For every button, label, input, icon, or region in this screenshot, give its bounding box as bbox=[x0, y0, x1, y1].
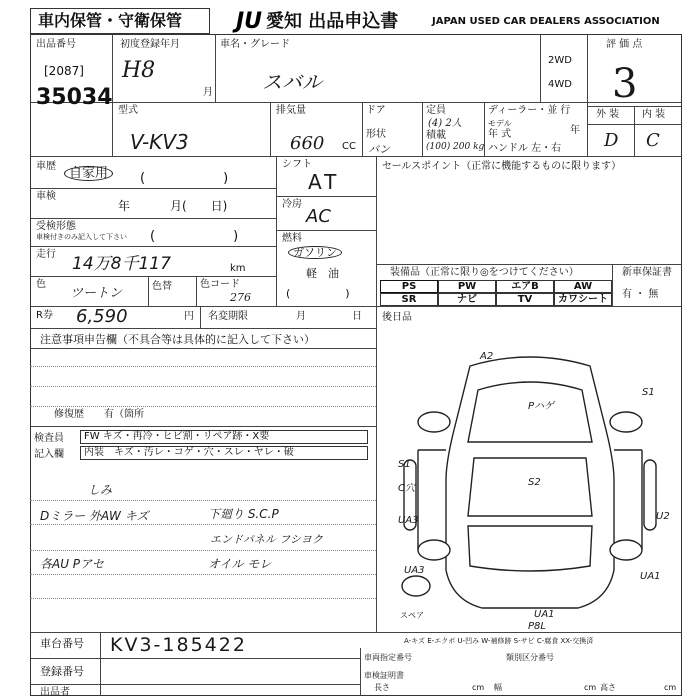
warranty-value: 有 ・ 無 bbox=[622, 289, 659, 300]
damage-mark: Pハゲ bbox=[528, 401, 555, 412]
model-label: モデル bbox=[488, 119, 512, 128]
car-name-label: 車名・グレード bbox=[220, 39, 290, 50]
length-label: 長さ bbox=[374, 683, 390, 692]
equipment-item: AW bbox=[554, 280, 612, 293]
height-label: 高さ bbox=[600, 683, 616, 692]
interior-label: 内 装 bbox=[642, 109, 666, 120]
inspect-month-day: 月( 日) bbox=[170, 199, 228, 213]
exhibitor-label: 出品者 bbox=[40, 687, 70, 698]
type-label: 型式 bbox=[118, 105, 138, 116]
dealer-label: ディーラー・並 行 bbox=[488, 105, 571, 116]
fuel-label: 燃料 bbox=[282, 233, 302, 244]
car-name-value: スバル bbox=[262, 70, 322, 94]
name-change-day: 日 bbox=[352, 311, 362, 322]
notes-title: 注意事項申告欄（不具合等は具体的に記入して下さい） bbox=[40, 333, 315, 346]
history-value: 自家用 bbox=[64, 166, 113, 181]
history-label: 車歴 bbox=[36, 161, 56, 172]
interior-row-label: 内装 bbox=[84, 447, 104, 458]
year-label: 年 式 bbox=[488, 129, 512, 140]
chassis-label: 車台番号 bbox=[40, 637, 84, 650]
capacity-value: (4) 2人 bbox=[428, 118, 462, 129]
ac-value: AC bbox=[306, 206, 331, 227]
fuel-paren: ( ) bbox=[286, 287, 350, 300]
capacity-label: 定員 bbox=[426, 105, 446, 116]
name-change-label: 名変期限 bbox=[208, 311, 248, 322]
note-underbody: 下廻り S.C.P bbox=[208, 507, 279, 521]
lot-number: 35034 bbox=[36, 85, 113, 110]
inspect-year-unit: 年 bbox=[118, 199, 131, 213]
attachment-label: 後日品 bbox=[382, 312, 412, 323]
damage-mark: S1 bbox=[642, 387, 655, 398]
fw-row: FW キズ・再冷・ヒビ割・リペア跡・X要 bbox=[84, 431, 270, 442]
receive-sub: 車検付きのみ記入して下さい bbox=[36, 233, 127, 241]
fuel-value: ガソリン bbox=[288, 246, 342, 259]
damage-mark: C穴 bbox=[398, 483, 415, 494]
damage-mark: S2 bbox=[528, 477, 541, 488]
spare-label: スペア bbox=[400, 611, 424, 620]
name-change-month: 月 bbox=[296, 311, 306, 322]
chassis-value: KV3-185422 bbox=[110, 634, 247, 656]
equipment-item: SR bbox=[380, 293, 438, 306]
damage-mark: A2 bbox=[480, 351, 494, 362]
ju-logo: JU bbox=[236, 9, 263, 34]
interior-grade: C bbox=[646, 130, 660, 151]
mileage-value: 14万8千117 bbox=[72, 254, 171, 274]
form-title: 愛知 出品申込書 bbox=[266, 11, 399, 32]
damage-mark: UA1 bbox=[534, 609, 555, 620]
equipment-item: TV bbox=[496, 293, 554, 306]
note-end-panel: エンドパネル フシヨク bbox=[210, 533, 323, 546]
load-value: (100) 200 kg bbox=[426, 142, 485, 152]
reg-label: 初度登録年月 bbox=[120, 39, 180, 50]
damage-mark: UA1 bbox=[640, 571, 661, 582]
height-cm: cm bbox=[664, 683, 677, 692]
vehicle-cert-label: 車検証明書 bbox=[364, 671, 404, 680]
note-oil: オイル モレ bbox=[208, 557, 272, 571]
equipment-title: 装備品（正常に限り◎をつけてください） bbox=[390, 267, 579, 278]
damage-legend: A-キズ E-エクボ U-凹み W-補修跡 S-サビ C-腐食 XX-交換済 bbox=[404, 637, 594, 645]
inspect-label: 車検 bbox=[36, 191, 56, 202]
equipment-item: ナビ bbox=[438, 293, 496, 306]
exterior-grade: D bbox=[604, 130, 619, 151]
registration-label: 登録番号 bbox=[40, 665, 84, 678]
note-stain: しみ bbox=[88, 483, 113, 497]
recycle-value: 6,590 bbox=[76, 306, 128, 327]
color-label: 色 bbox=[36, 279, 46, 290]
inspector-label-2: 記入欄 bbox=[34, 449, 64, 460]
drive-4wd: 4WD bbox=[548, 79, 572, 90]
repair-history: 修復歴 有（箇所 bbox=[54, 409, 144, 420]
length-cm: cm bbox=[472, 683, 485, 692]
shift-label: シフト bbox=[282, 159, 312, 170]
width-label: 幅 bbox=[494, 683, 502, 692]
association-name: JAPAN USED CAR DEALERS ASSOCIATION bbox=[432, 16, 660, 27]
door-label: ドア bbox=[366, 105, 386, 116]
lot-label: 出品番号 bbox=[36, 39, 76, 50]
type-value: V-KV3 bbox=[130, 130, 189, 154]
recycle-label: R券 bbox=[36, 310, 53, 321]
cc-unit: CC bbox=[342, 141, 356, 152]
note-mirror: Dミラー 外AW キズ bbox=[40, 509, 149, 523]
damage-mark: S1 bbox=[398, 459, 411, 470]
shape-value: バン bbox=[368, 143, 390, 156]
color-value: ツートン bbox=[70, 286, 123, 301]
displacement-value: 660 bbox=[290, 133, 325, 154]
exterior-label: 外 装 bbox=[596, 109, 620, 120]
equipment-item: PW bbox=[438, 280, 496, 293]
score-label: 評 価 点 bbox=[606, 39, 643, 50]
ac-label: 冷房 bbox=[282, 199, 302, 210]
fuel-alt: 軽 油 bbox=[306, 267, 339, 280]
mileage-label: 走行 bbox=[36, 249, 56, 260]
inspector-label: 検査員 bbox=[34, 433, 64, 444]
receive-label: 受検形態 bbox=[36, 221, 76, 232]
displacement-label: 排気量 bbox=[276, 105, 306, 116]
color-code-label: 色コード bbox=[200, 279, 240, 290]
drive-2wd: 2WD bbox=[548, 55, 572, 66]
lot-code: [2087] bbox=[44, 64, 84, 78]
damage-mark: UA3 bbox=[404, 565, 425, 576]
class-number-label: 類別区分番号 bbox=[506, 653, 554, 662]
recycle-yen: 円 bbox=[184, 311, 194, 322]
warranty-label: 新車保証書 bbox=[622, 267, 672, 278]
reg-month-label: 月 bbox=[203, 87, 213, 98]
note-au: 各AU Pアセ bbox=[40, 557, 104, 571]
color-code-value: 276 bbox=[230, 291, 251, 304]
color-change-label: 色替 bbox=[152, 281, 172, 292]
storage-title: 車内保管・守衛保管 bbox=[38, 11, 183, 30]
equipment-item: カワシート bbox=[554, 293, 612, 306]
shift-value: AT bbox=[308, 170, 341, 194]
history-paren: ( ) bbox=[140, 171, 229, 186]
year-unit: 年 bbox=[570, 125, 580, 136]
handle-label: ハンドル 左・右 bbox=[488, 143, 562, 154]
damage-mark: P8L bbox=[528, 621, 546, 632]
load-label: 積載 bbox=[426, 130, 446, 141]
interior-row: キズ・汚レ・コゲ・穴・スレ・ヤレ・破 bbox=[114, 447, 294, 458]
damage-mark: UA3 bbox=[398, 515, 419, 526]
damage-mark: U2 bbox=[656, 511, 670, 522]
sales-point-label: セールスポイント（正常に機能するものに限ります） bbox=[382, 161, 622, 172]
score-value: 3 bbox=[612, 61, 638, 107]
reg-year: H8 bbox=[122, 58, 156, 83]
shape-label: 形状 bbox=[366, 129, 386, 140]
equipment-item: エアB bbox=[496, 280, 554, 293]
equipment-item: PS bbox=[380, 280, 438, 293]
model-designation-label: 車両指定番号 bbox=[364, 653, 412, 662]
receive-paren: ( ) bbox=[150, 229, 239, 244]
mileage-unit: km bbox=[230, 263, 246, 274]
width-cm: cm bbox=[584, 683, 597, 692]
